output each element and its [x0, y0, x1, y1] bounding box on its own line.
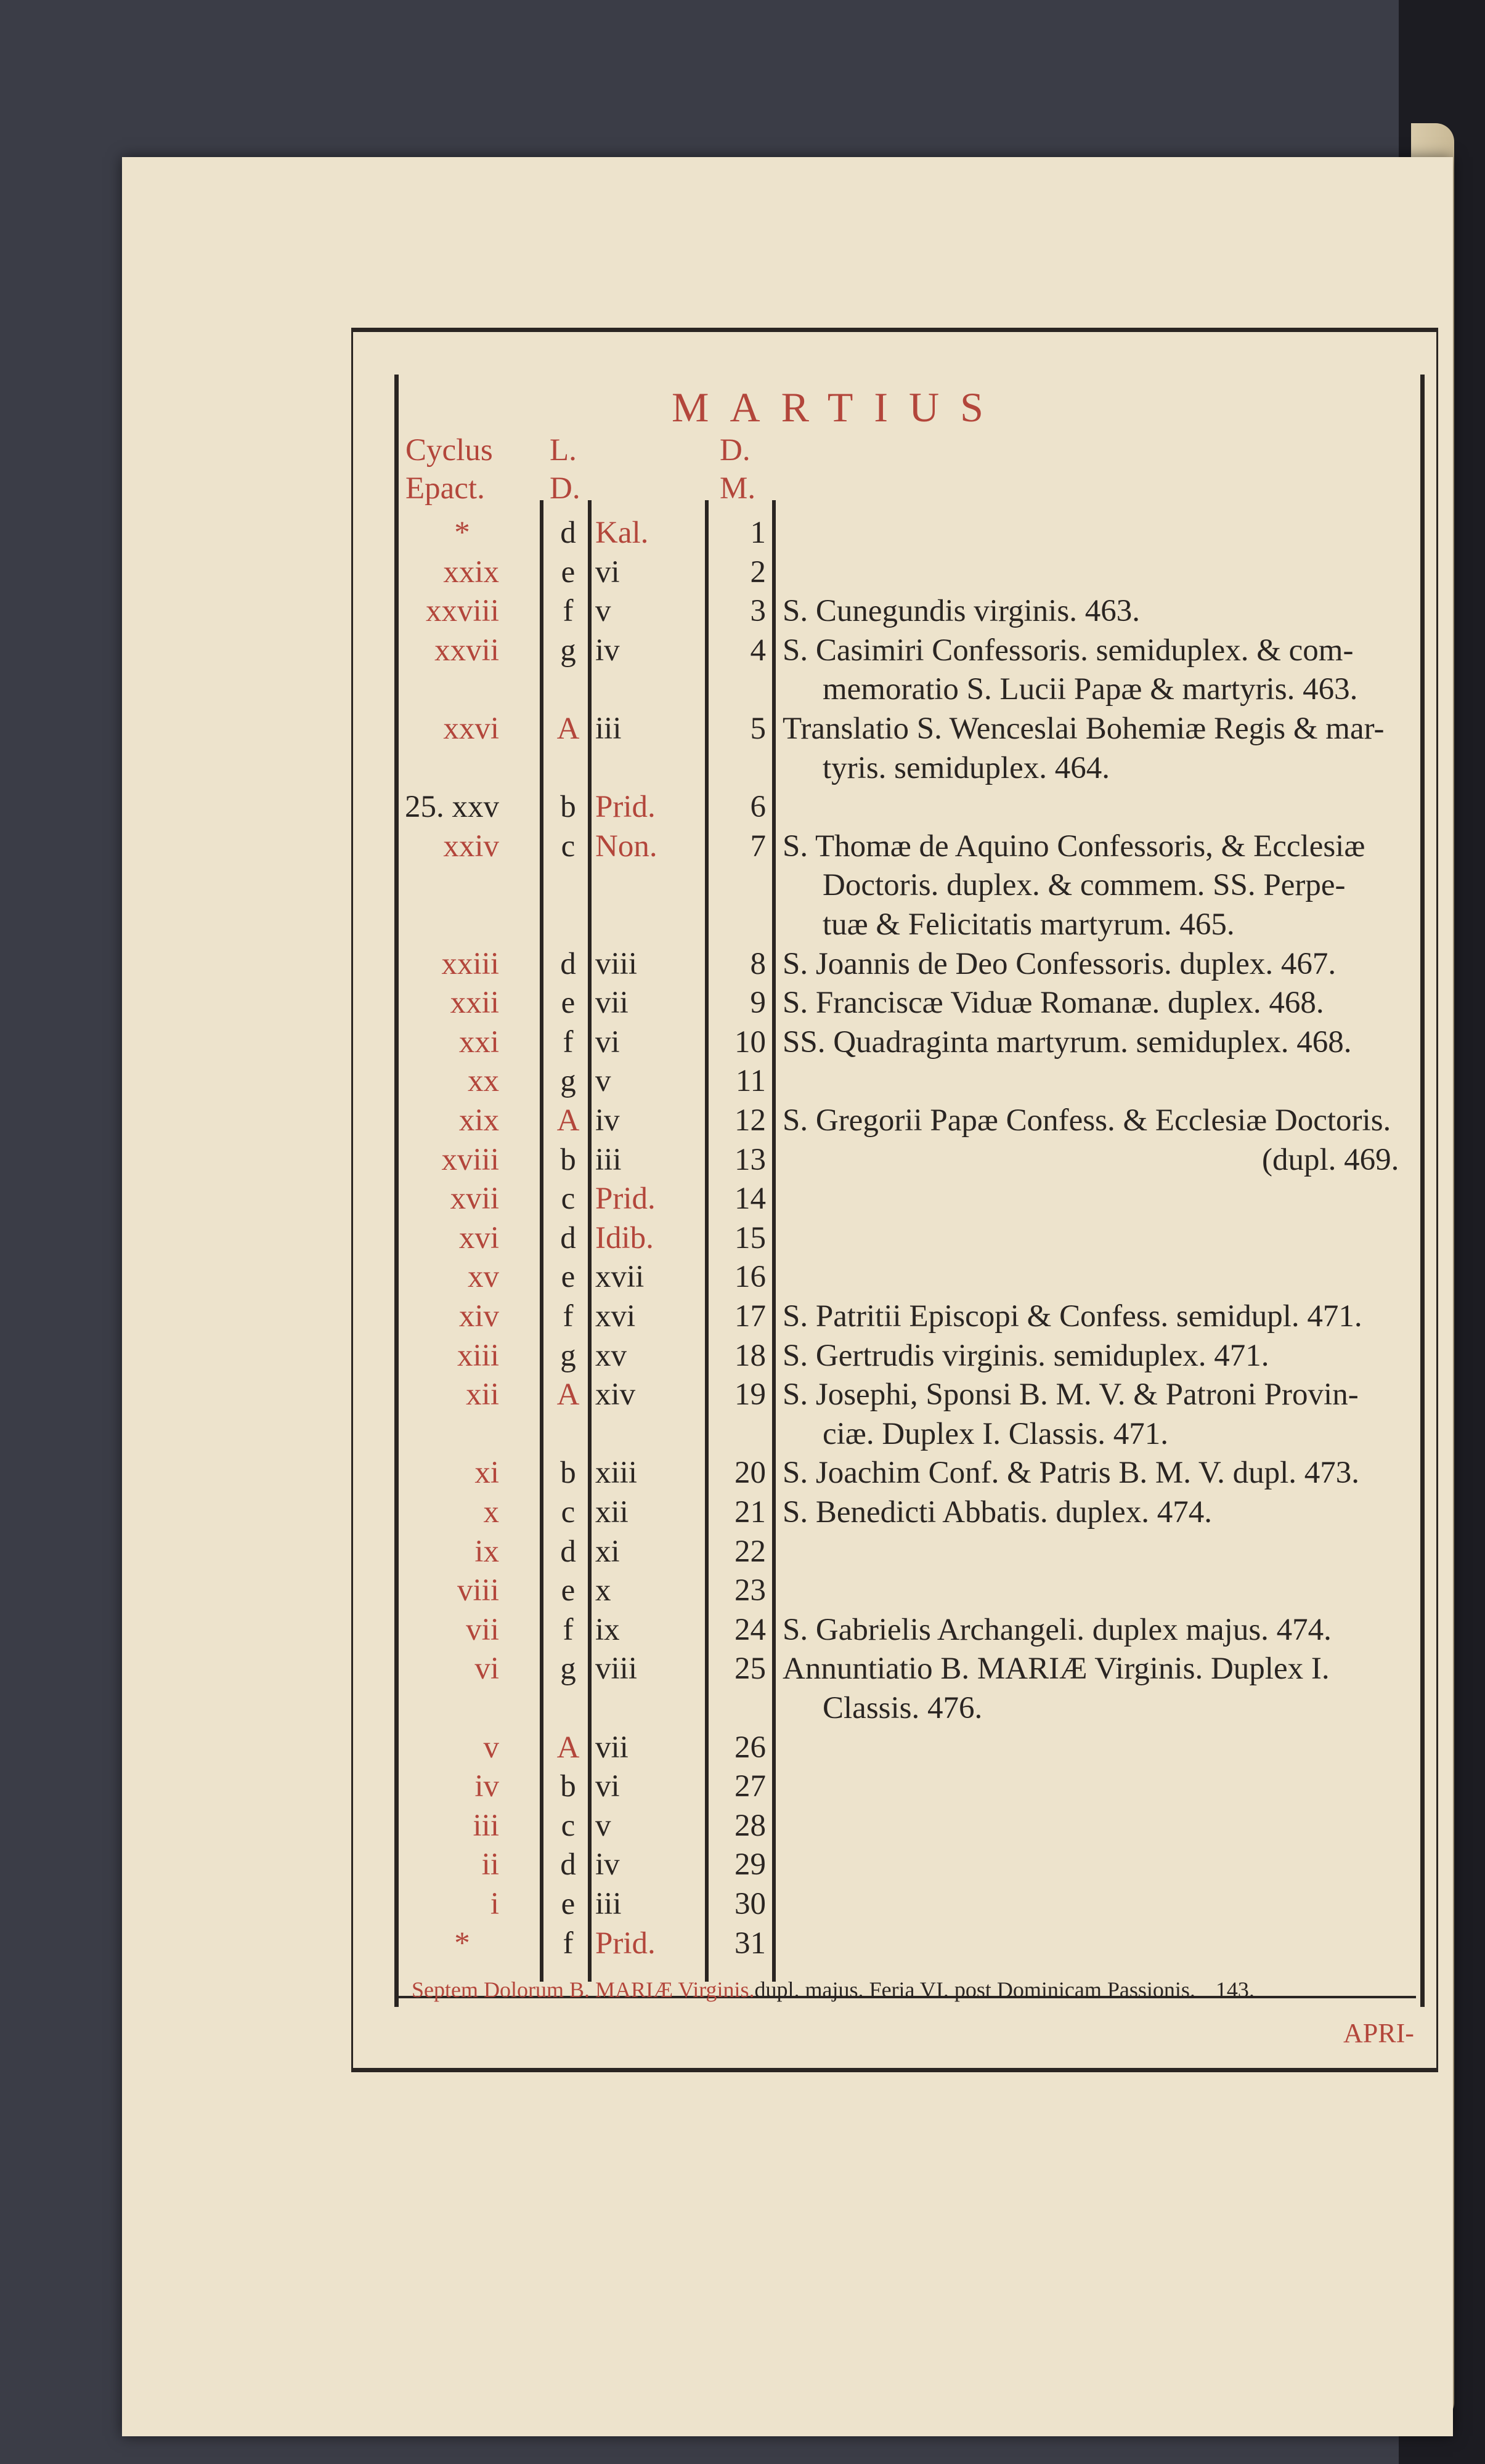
- table-row: [0, 750, 1485, 791]
- dominical-letter-cell: d: [560, 1220, 576, 1255]
- cycle-cell: xi: [474, 1456, 499, 1491]
- feast-cell: S. Joannis de Deo Confessoris. duplex. 467.: [783, 946, 1336, 981]
- roman-day-cell: Prid.: [595, 790, 656, 825]
- table-row: [0, 1301, 1485, 1339]
- day-number-cell: 17: [734, 1299, 766, 1334]
- table-row: [0, 870, 1485, 908]
- dominical-letter-cell: f: [563, 1612, 574, 1647]
- cycle-cell: *: [454, 1926, 470, 1961]
- feast-cell: S. Gertrudis virginis. semiduplex. 471.: [783, 1338, 1269, 1373]
- day-number-cell: 13: [734, 1142, 766, 1177]
- table-row: [0, 1849, 1485, 1887]
- dominical-letter-cell: g: [560, 1338, 576, 1373]
- roman-day-cell: xi: [595, 1534, 620, 1569]
- cycle-cell: *: [454, 516, 470, 550]
- day-number-cell: 12: [734, 1103, 766, 1138]
- dominical-letter-cell: c: [561, 1808, 576, 1843]
- day-number-cell: 15: [734, 1220, 766, 1255]
- feast-cell: Translatio S. Wenceslai Bohemiæ Regis & mar-: [783, 711, 1385, 746]
- feast-cell: S. Gregorii Papæ Confess. & Ecclesiæ Doctoris.: [783, 1103, 1391, 1138]
- roman-day-cell: v: [595, 1808, 611, 1843]
- dominical-letter-cell: e: [561, 1260, 576, 1295]
- dominical-letter-cell: A: [556, 1377, 580, 1412]
- feast-cell: S. Gabrielis Archangeli. duplex majus. 474.: [783, 1612, 1332, 1647]
- feast-cell: Classis. 476.: [823, 1691, 983, 1725]
- feast-cell: Annuntiatio B. MARIÆ Virginis. Duplex I.: [783, 1651, 1330, 1687]
- dominical-letter-cell: b: [560, 790, 576, 825]
- day-number-cell: 21: [734, 1495, 766, 1530]
- cycle-cell: xxvi: [443, 711, 499, 746]
- feast-cell: tyris. semiduplex. 464.: [823, 750, 1110, 785]
- cycle-cell: xviii: [441, 1142, 499, 1177]
- day-number-cell: 26: [734, 1730, 766, 1765]
- feast-cell: S. Franciscæ Viduæ Romanæ. duplex. 468.: [783, 986, 1324, 1021]
- dominical-letter-cell: g: [560, 1064, 576, 1099]
- feast-cell: S. Casimiri Confessoris. semiduplex. & com-: [783, 633, 1354, 668]
- roman-day-cell: vi: [595, 1769, 620, 1804]
- catchword: APRI-: [1343, 2018, 1414, 2048]
- roman-day-cell: Idib.: [595, 1220, 654, 1255]
- cycle-cell: xv: [468, 1260, 499, 1295]
- header-mensis: M.: [720, 471, 756, 506]
- dominical-letter-cell: c: [561, 1181, 576, 1217]
- roman-day-cell: xv: [595, 1338, 627, 1373]
- dominical-letter-cell: c: [561, 1495, 576, 1530]
- day-number-cell: 3: [750, 594, 766, 629]
- table-row: [0, 713, 1485, 752]
- dominical-letter-cell: A: [556, 711, 580, 746]
- day-number-cell: 11: [735, 1064, 766, 1099]
- cycle-cell: v: [483, 1730, 499, 1765]
- table-row: [0, 1379, 1485, 1417]
- table-row: [0, 1575, 1485, 1613]
- cycle-cell: xiii: [457, 1338, 499, 1373]
- feast-cell: (dupl. 469.: [1262, 1142, 1399, 1177]
- roman-day-cell: Kal.: [595, 516, 649, 550]
- roman-day-cell: vi: [595, 554, 620, 590]
- roman-day-cell: xii: [595, 1495, 629, 1530]
- roman-day-cell: iii: [595, 711, 622, 746]
- feast-cell: tuæ & Felicitatis martyrum. 465.: [823, 907, 1235, 942]
- table-row: [0, 1810, 1485, 1849]
- roman-day-cell: Prid.: [595, 1181, 656, 1217]
- dominical-letter-cell: f: [563, 1926, 574, 1961]
- cycle-cell: xii: [466, 1377, 499, 1412]
- roman-day-cell: v: [595, 594, 611, 629]
- roman-day-cell: x: [595, 1573, 611, 1608]
- dominical-letter-cell: b: [560, 1142, 576, 1177]
- table-row: [0, 596, 1485, 634]
- roman-day-cell: xvii: [595, 1260, 645, 1295]
- table-row: [0, 909, 1485, 947]
- header-dom: D.: [550, 471, 580, 506]
- day-number-cell: 29: [734, 1847, 766, 1882]
- cycle-cell: 25. xxv: [405, 790, 499, 825]
- day-number-cell: 28: [734, 1808, 766, 1843]
- day-number-cell: 24: [734, 1612, 766, 1647]
- dominical-letter-cell: d: [560, 516, 576, 550]
- dominical-letter-cell: e: [561, 554, 576, 590]
- dominical-letter-cell: A: [556, 1730, 580, 1765]
- footer-line: [412, 1977, 1255, 2003]
- day-number-cell: 19: [734, 1377, 766, 1412]
- day-number-cell: 20: [734, 1456, 766, 1491]
- table-row: [0, 635, 1485, 673]
- roman-day-cell: iv: [595, 1847, 620, 1882]
- table-row: [0, 831, 1485, 869]
- day-number-cell: 27: [734, 1769, 766, 1804]
- table-row: [0, 792, 1485, 830]
- cycle-cell: ii: [481, 1847, 499, 1882]
- day-number-cell: 5: [750, 711, 766, 746]
- dominical-letter-cell: f: [563, 1024, 574, 1060]
- roman-day-cell: viii: [595, 946, 638, 981]
- table-row: [0, 1693, 1485, 1731]
- dominical-letter-cell: b: [560, 1456, 576, 1491]
- day-number-cell: 7: [750, 829, 766, 864]
- day-number-cell: 4: [750, 633, 766, 668]
- dominical-letter-cell: d: [560, 1534, 576, 1569]
- header-epact: Epact.: [405, 471, 485, 506]
- cycle-cell: xxix: [443, 554, 499, 590]
- roman-day-cell: viii: [595, 1651, 638, 1687]
- day-number-cell: 31: [734, 1926, 766, 1961]
- roman-day-cell: vii: [595, 986, 629, 1021]
- table-row: [0, 1497, 1485, 1535]
- table-row: [0, 1612, 1485, 1653]
- month-title: MARTIUS: [672, 384, 1004, 431]
- table-row: [0, 987, 1485, 1026]
- cycle-cell: iii: [473, 1808, 499, 1843]
- table-row: [0, 1928, 1485, 1966]
- table-row: [0, 1066, 1485, 1104]
- header-dies: D.: [720, 433, 751, 468]
- dominical-letter-cell: g: [560, 1651, 576, 1687]
- cycle-cell: iv: [474, 1769, 499, 1804]
- table-row: [0, 1340, 1485, 1379]
- feast-cell: S. Josephi, Sponsi B. M. V. & Patroni Provin-: [783, 1377, 1359, 1412]
- feast-cell: SS. Quadraginta martyrum. semiduplex. 468.: [783, 1024, 1352, 1060]
- roman-day-cell: iv: [595, 1103, 620, 1138]
- cycle-cell: ix: [474, 1534, 499, 1569]
- cycle-cell: vii: [466, 1612, 499, 1647]
- feast-cell: S. Patritii Episcopi & Confess. semidupl. 471.: [783, 1299, 1362, 1334]
- page-number: 143.: [1215, 1977, 1255, 2002]
- table-row: [0, 1889, 1485, 1927]
- cycle-cell: xvi: [458, 1220, 499, 1255]
- table-row: [0, 1142, 1485, 1183]
- day-number-cell: 16: [734, 1260, 766, 1295]
- cycle-cell: xvii: [450, 1181, 499, 1217]
- roman-day-cell: iii: [595, 1142, 622, 1177]
- dominical-letter-cell: f: [563, 594, 574, 629]
- table-row: [0, 1024, 1485, 1065]
- day-number-cell: 25: [734, 1651, 766, 1687]
- dominical-letter-cell: d: [560, 946, 576, 981]
- table-row: [0, 1771, 1485, 1809]
- footer-rank: dupl. majus. Feria VI. post Dominicam Passionis.: [754, 1977, 1195, 2002]
- cycle-cell: vi: [474, 1651, 499, 1687]
- cycle-cell: i: [490, 1887, 499, 1921]
- dominical-letter-cell: e: [561, 986, 576, 1021]
- cycle-cell: xxiv: [443, 829, 499, 864]
- header-lit: L.: [550, 433, 577, 468]
- dominical-letter-cell: g: [560, 633, 576, 668]
- cycle-cell: xxiii: [441, 946, 499, 981]
- day-number-cell: 18: [734, 1338, 766, 1373]
- cycle-cell: xx: [468, 1064, 499, 1099]
- cycle-cell: xxii: [450, 986, 499, 1021]
- table-row: [0, 1457, 1485, 1496]
- feast-cell: S. Benedicti Abbatis. duplex. 474.: [783, 1495, 1212, 1530]
- day-number-cell: 8: [750, 946, 766, 981]
- feast-cell: memoratio S. Lucii Papæ & martyris. 463.: [823, 672, 1358, 707]
- day-number-cell: 6: [750, 790, 766, 825]
- feast-cell: S. Thomæ de Aquino Confessoris, & Ecclesiæ: [783, 829, 1365, 864]
- table-row: [0, 1262, 1485, 1300]
- roman-day-cell: Prid.: [595, 1926, 656, 1961]
- day-number-cell: 22: [734, 1534, 766, 1569]
- roman-day-cell: ix: [595, 1612, 620, 1647]
- table-row: [0, 1416, 1485, 1457]
- day-number-cell: 14: [734, 1181, 766, 1217]
- feast-cell: Doctoris. duplex. & commem. SS. Perpe-: [823, 868, 1346, 903]
- roman-day-cell: iii: [595, 1887, 622, 1921]
- roman-day-cell: iv: [595, 633, 620, 668]
- dominical-letter-cell: e: [561, 1573, 576, 1608]
- table-row: [0, 1732, 1485, 1770]
- table-row: [0, 517, 1485, 556]
- roman-day-cell: xvi: [595, 1299, 636, 1334]
- cycle-cell: xiv: [458, 1299, 499, 1334]
- roman-day-cell: xiii: [595, 1456, 638, 1491]
- roman-day-cell: xiv: [595, 1377, 636, 1412]
- dominical-letter-cell: d: [560, 1847, 576, 1882]
- cycle-cell: xxi: [458, 1024, 499, 1060]
- dominical-letter-cell: c: [561, 829, 576, 864]
- dominical-letter-cell: f: [563, 1299, 574, 1334]
- cycle-cell: x: [483, 1495, 499, 1530]
- cycle-cell: viii: [457, 1573, 499, 1608]
- roman-day-cell: vi: [595, 1024, 620, 1060]
- feast-cell: S. Cunegundis virginis. 463.: [783, 594, 1140, 629]
- table-row: [0, 946, 1485, 987]
- roman-day-cell: Non.: [595, 829, 657, 864]
- day-number-cell: 30: [734, 1887, 766, 1921]
- dominical-letter-cell: b: [560, 1769, 576, 1804]
- header-cyclus: Cyclus: [405, 433, 493, 468]
- cycle-cell: xix: [458, 1103, 499, 1138]
- dominical-letter-cell: e: [561, 1887, 576, 1921]
- table-row: [0, 1105, 1485, 1143]
- footer-feast: Septem Dolorum B. MARIÆ Virginis.: [412, 1977, 755, 2002]
- roman-day-cell: vii: [595, 1730, 629, 1765]
- table-row: [0, 1220, 1485, 1261]
- day-number-cell: 10: [734, 1024, 766, 1060]
- feast-cell: S. Joachim Conf. & Patris B. M. V. dupl. 473.: [783, 1456, 1360, 1491]
- cycle-cell: xxvii: [434, 633, 499, 668]
- feast-cell: ciæ. Duplex I. Classis. 471.: [823, 1416, 1168, 1451]
- table-row: [0, 1183, 1485, 1222]
- table-row: [0, 1653, 1485, 1692]
- dominical-letter-cell: A: [556, 1103, 580, 1138]
- day-number-cell: 2: [750, 554, 766, 590]
- roman-day-cell: v: [595, 1064, 611, 1099]
- cycle-cell: xxviii: [425, 594, 499, 629]
- day-number-cell: 9: [750, 986, 766, 1021]
- table-row: [0, 674, 1485, 712]
- day-number-cell: 23: [734, 1573, 766, 1608]
- table-row: [0, 554, 1485, 595]
- day-number-cell: 1: [750, 516, 766, 550]
- table-row: [0, 1536, 1485, 1574]
